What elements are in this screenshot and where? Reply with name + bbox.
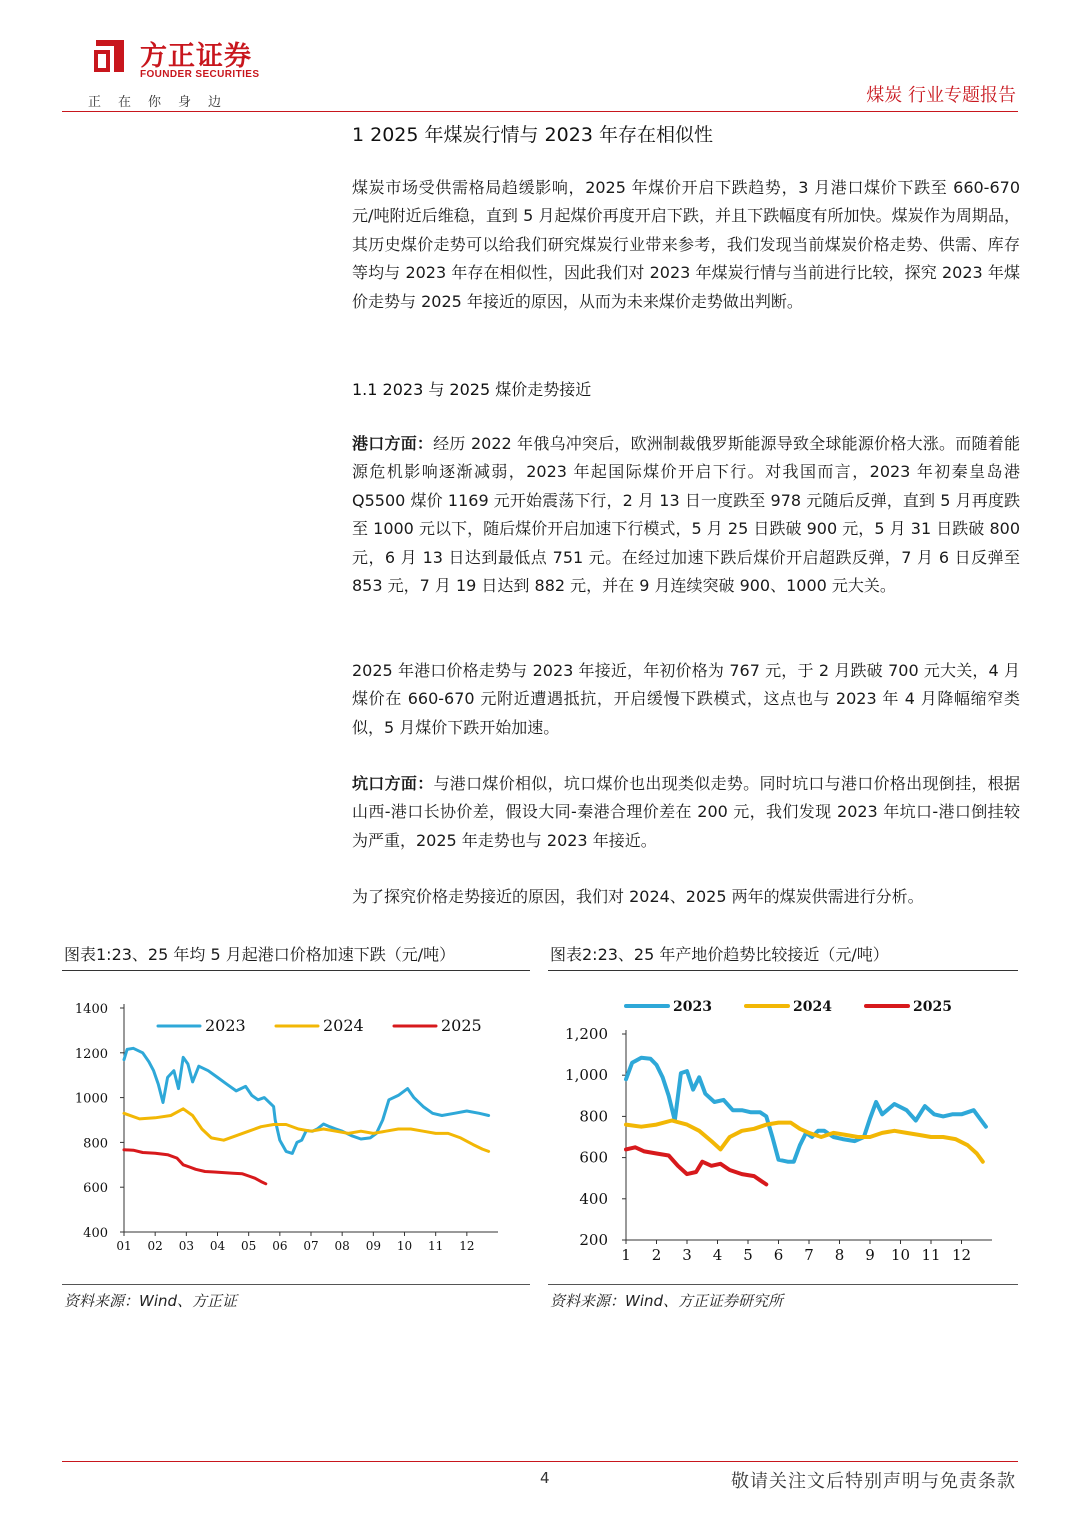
y-tick-label: 1,200 (565, 1025, 608, 1043)
x-tick-label: 6 (773, 1246, 784, 1264)
figure-2-title: 图表2:23、25 年产地价趋势比较接近（元/吨） (550, 945, 889, 964)
x-tick-label: 11 (921, 1246, 941, 1264)
mine-paragraph (352, 770, 1020, 855)
section-title: 1 2025 年煤炭行情与 2023 年存在相似性 (352, 124, 713, 146)
x-tick-label: 09 (365, 1239, 381, 1253)
figure-1-title: 图表1:23、25 年均 5 月起港口价格加速下跌（元/吨） (64, 945, 456, 964)
x-tick-label: 02 (147, 1239, 163, 1253)
legend-label-2025: 2025 (913, 999, 952, 1015)
legend-label-2023: 2023 (673, 999, 712, 1015)
page-number: 4 (540, 1469, 550, 1487)
y-tick-label: 1200 (74, 1046, 108, 1062)
figure-1-bottom-rule (62, 1284, 530, 1285)
header-divider (62, 111, 1018, 112)
x-tick-label: 7 (804, 1246, 814, 1264)
y-tick-label: 400 (83, 1226, 108, 1241)
y-tick-label: 1,000 (565, 1066, 608, 1085)
founder-logo-icon (88, 36, 128, 80)
y-tick-label: 400 (579, 1189, 608, 1208)
x-tick-label: 10 (890, 1246, 911, 1264)
page-header (0, 0, 1080, 115)
x-tick-label: 5 (743, 1246, 753, 1264)
closing-paragraph: 为了探究价格走势接近的原因，我们对 2024、2025 两年的煤炭供需进行分析。 (352, 887, 924, 906)
subsection-title: 1.1 2023 与 2025 煤价走势接近 (352, 380, 592, 399)
x-tick-label: 2 (651, 1246, 662, 1264)
x-tick-label: 4 (712, 1246, 723, 1264)
x-tick-label: 08 (334, 1239, 350, 1253)
y-tick-label: 600 (83, 1181, 108, 1197)
y-tick-label: 800 (579, 1107, 608, 1126)
x-tick-label: 01 (116, 1239, 132, 1253)
series-line-2025 (124, 1150, 266, 1184)
mine-text: 与港口煤价相似，坑口煤价也出现类似走势。同时坑口与港口价格出现倒挂，根据山西-港口长协价差，假设大同-秦港合理价差在 200 元，我们发现 2023 年坑口-港口倒挂较为严重，2025 年走势也与 2023 年接近。 (352, 774, 1020, 850)
figure-1-chart (62, 990, 530, 1280)
figure-2-chart (548, 990, 1018, 1280)
series-line-2023 (124, 1048, 489, 1153)
x-tick-label: 8 (834, 1246, 845, 1264)
x-tick-label: 1 (621, 1246, 631, 1264)
x-tick-label: 9 (865, 1246, 875, 1264)
port-lead: 港口方面： (352, 434, 434, 453)
y-tick-label: 600 (579, 1148, 608, 1167)
y-tick-label: 200 (579, 1231, 608, 1249)
paragraph-2025: 2025 年港口价格走势与 2023 年接近，年初价格为 767 元，于 2 月跌破 700 元大关，4 月煤价在 660-670 元附近遭遇抵抗，开启缓慢下跌模式，这点也与 2023 年 4 月降幅缩窄类似，5 月煤价下跌开始加速。 (352, 661, 1020, 737)
figure-2-top-rule (548, 970, 1018, 971)
y-tick-label: 1400 (74, 1002, 108, 1017)
y-tick-label: 1000 (74, 1091, 108, 1107)
footer-divider (62, 1461, 1018, 1462)
figure-1-source: 资料来源：Wind、方正证 (64, 1292, 238, 1310)
x-tick-label: 12 (951, 1246, 972, 1264)
x-tick-label: 07 (303, 1239, 319, 1253)
legend-label-2024: 2024 (793, 999, 832, 1015)
x-tick-label: 05 (241, 1239, 257, 1253)
x-tick-label: 06 (272, 1239, 288, 1253)
port-text: 经历 2022 年俄乌冲突后，欧洲制裁俄罗斯能源导致全球能源价格大涨。而随着能源危机影响逐渐减弱，2023 年起国际煤价开启下行。对我国而言，2023 年初秦皇岛港 Q5500 煤价 1169 元开始震荡下行，2 月 13 日一度跌至 978 元随后反弹，直到 5 月再度跌至 1000 元以下，随后煤价开启加速下行模式，5 月 25 日跌破 900 元，5 月 31 日跌破 800 元，6 月 13 日达到最低点 751 元。在经过加速下跌后煤价开启超跌反弹，7 月 6 日反弹至 853 元，7 月 19 日达到 882 元，并在 9 月连续突破 900、1000 元大关。 (352, 434, 1020, 596)
x-tick-label: 04 (209, 1239, 226, 1253)
footer-disclaimer: 敬请关注文后特别声明与免责条款 (731, 1471, 1016, 1492)
series-line-2024 (626, 1121, 983, 1162)
series-line-2025 (626, 1147, 766, 1184)
legend-label-2024: 2024 (323, 1016, 364, 1035)
series-line-2024 (124, 1109, 489, 1152)
x-tick-label: 03 (178, 1239, 194, 1253)
series-line-2023 (626, 1058, 986, 1162)
figure-2-bottom-rule (548, 1284, 1018, 1285)
mine-lead: 坑口方面： (352, 774, 434, 793)
brand-slogan: 正在你身边 (88, 95, 239, 110)
intro-paragraph: 煤炭市场受供需格局趋缓影响，2025 年煤价开启下跌趋势，3 月港口煤价下跌至 660-670 元/吨附近后维稳，直到 5 月起煤价再度开启下跌，并且下跌幅度有所加快。煤炭作为周期品，其历史煤价走势可以给我们研究煤炭行业带来参考，我们发现当前煤炭价格走势、供需、库存等均与 2023 年存在相似性，因此我们对 2023 年煤炭行情与当前进行比较，探究 2023 年煤价走势与 2025 年接近的原因，从而为未来煤价走势做出判断。 (352, 178, 1020, 311)
figure-1-top-rule (62, 970, 530, 971)
report-type: 煤炭 行业专题报告 (866, 85, 1016, 106)
figure-2-source: 资料来源：Wind、方正证券研究所 (550, 1292, 784, 1310)
x-tick-label: 12 (459, 1239, 475, 1253)
x-tick-label: 11 (428, 1239, 444, 1253)
brand-name-en: FOUNDER SECURITIES (140, 69, 260, 80)
legend-label-2025: 2025 (441, 1016, 482, 1035)
x-tick-label: 10 (396, 1239, 413, 1253)
y-tick-label: 800 (83, 1136, 108, 1152)
x-tick-label: 3 (682, 1246, 692, 1264)
legend-label-2023: 2023 (205, 1016, 246, 1035)
port-paragraph (352, 430, 1020, 600)
brand-name-cn: 方正证券 (140, 41, 252, 72)
